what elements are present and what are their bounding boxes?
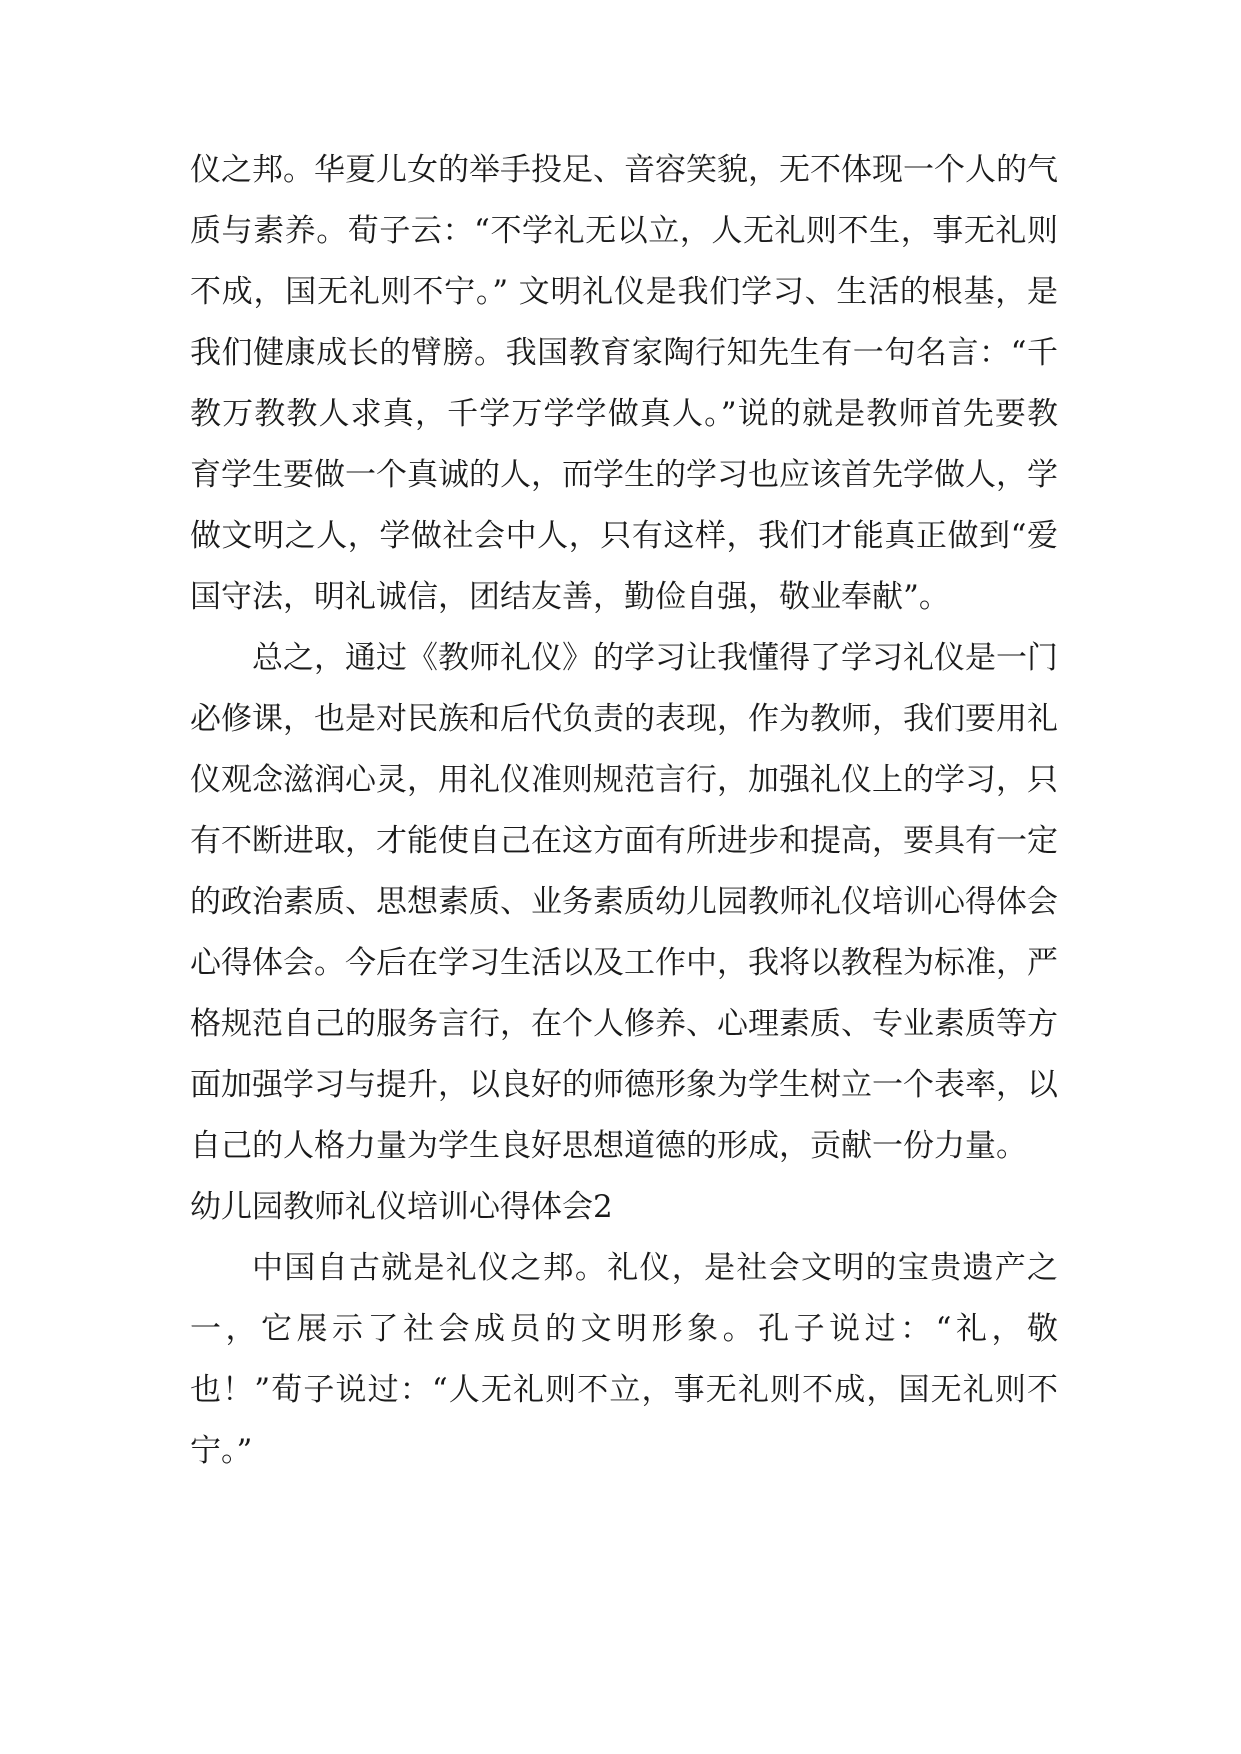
document-page (190, 140, 1058, 1482)
paragraph-summary: 总之，通过《教师礼仪》的学习让我懂得了学习礼仪是一门必修课，也是对民族和后代负责的表现，作为教师，我们要用礼仪观念滋润心灵，用礼仪准则规范言行，加强礼仪上的学习，只有不断进取，才能使自己在这方面有所进步和提高，要具有一定的政治素质、思想素质、业务素质幼儿园教师礼仪培训心得体会心得体会。今后在学习生活以及工作中，我将以教程为标准，严格规范自己的服务言行，在个人修养、心理素质、专业素质等方面加强学习与提升，以良好的师德形象为学生树立一个表率，以自己的人格力量为学生良好思想道德的形成，贡献一份力量。 (190, 640, 1058, 1164)
paragraph-section-2: 中国自古就是礼仪之邦。礼仪，是社会文明的宝贵遗产之一，它展示了社会成员的文明形象。孔子说过：“礼，敬也！”荀子说过：“人无礼则不立，事无礼则不成，国无礼则不宁。” (190, 1250, 1058, 1469)
section-heading: 幼儿园教师礼仪培训心得体会2 (190, 1189, 613, 1225)
paragraph-continued: 仪之邦。华夏儿女的举手投足、音容笑貌，无不体现一个人的气质与素养。荀子云：“不学礼无以立，人无礼则不生，事无礼则不成，国无礼则不宁。” 文明礼仪是我们学习、生活的根基，是我们健康成长的臂膀。我国教育家陶行知先生有一句名言：“千教万教教人求真，千学万学学做真人。”说的就是教师首先要教育学生要做一个真诚的人，而学生的学习也应该首先学做人，学做文明之人，学做社会中人，只有这样，我们才能真正做到“爱国守法，明礼诚信，团结友善，勤俭自强，敬业奉献”。 (190, 152, 1058, 615)
